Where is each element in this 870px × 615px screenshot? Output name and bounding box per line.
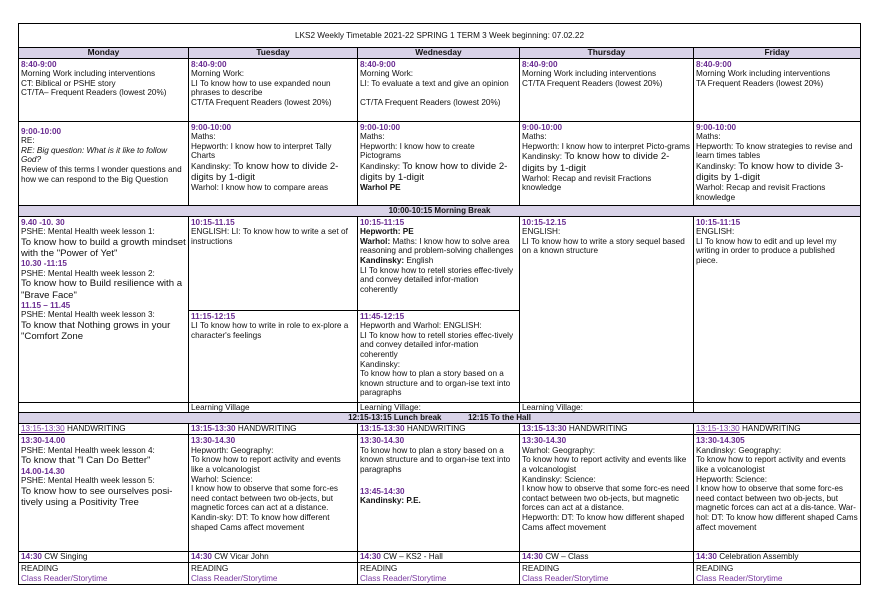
thu-morning-work [520, 58, 694, 121]
text-line: Warhol PE [360, 183, 401, 193]
time-label: 13:45-14:30 [360, 486, 405, 496]
fri-cw [694, 552, 861, 563]
text-line: ENGLISH: [696, 227, 735, 237]
text-line: ENGLISH: LI: To know how to write a set of instructions [191, 227, 348, 246]
text-line: LI To know how to use expanded noun phrases to describe [191, 78, 331, 98]
text-line: To know how to report activity and events like a volcanologist [522, 455, 687, 474]
time-label: 14:30 [522, 552, 543, 562]
thu-afternoon [520, 435, 694, 552]
text-line: Hepworth: I know how to interpret Picto-grams [522, 141, 690, 151]
text-line: Kandinsky: P.E. [360, 496, 421, 506]
time-label: 10:15-11.15 [191, 217, 235, 227]
reading-label: READING [191, 564, 229, 574]
text-line: PSHE: Mental Health week lesson 1: [21, 227, 155, 237]
objective-text: To know how to Build resilience with a "Brave Face" [21, 278, 183, 301]
text-line: Hepworth: Science: [696, 474, 767, 484]
fri-morning-work [694, 58, 861, 121]
lunch-text: 12:15-13:15 Lunch break [348, 413, 442, 423]
time-label: 13:15-13:30 [21, 424, 65, 434]
day-tuesday: Tuesday [189, 48, 358, 59]
time-label: 10.30 -11:15 [21, 259, 67, 269]
day-monday: Monday [19, 48, 189, 59]
handwriting-label: HANDWRITING [566, 424, 628, 434]
collective-worship-row [19, 552, 861, 563]
reading-sub: Class Reader/Storytime [191, 573, 278, 583]
morning-break-row [19, 205, 861, 216]
time-label: 9:00-10:00 [191, 122, 232, 132]
text-line: Warhol: I know how to compare areas [191, 183, 329, 193]
time-label: 13:30-14.30 [522, 436, 567, 446]
text-line: LI: To evaluate a text and give an opinion [360, 78, 509, 88]
text-line: Warhol: Science: [191, 474, 253, 484]
handwriting-label: HANDWRITING [739, 424, 801, 434]
cw-text: CW Vicar John [211, 552, 269, 562]
text-line: LI To know how to edit and up level my writing in order to produce a published piece. [696, 236, 837, 265]
lunch-row [19, 413, 861, 424]
reading-label: READING [696, 564, 734, 574]
wed-handwriting [358, 424, 520, 435]
text-line: Kandinsky: Geography: [696, 445, 782, 455]
reading-label: READING [522, 564, 560, 574]
objective-text: To know how to divide 3-digits by 1-digit [696, 160, 844, 184]
fri-session1 [694, 121, 861, 205]
group-label: Kandinsky: [360, 255, 405, 265]
time-label: 14:30 [21, 552, 42, 562]
timetable [18, 23, 860, 585]
fri-learning-village [694, 402, 861, 413]
mon-session2 [19, 216, 189, 402]
text-line: TA Frequent Readers (lowest 20%) [696, 78, 824, 88]
time-label: 11:15-12:15 [191, 311, 236, 321]
fri-handwriting [694, 424, 861, 435]
text-line: ENGLISH: [522, 227, 561, 237]
reading-sub: Class Reader/Storytime [696, 573, 783, 583]
text-line: Hepworth: I know how to create Pictograms [360, 141, 475, 161]
thu-session2 [520, 216, 694, 402]
time-label: 13:15-13:30 [191, 424, 236, 434]
wed-session2-b [358, 310, 520, 402]
time-label: 13:15-13:30 [696, 424, 740, 434]
text-line: PSHE: Mental Health week lesson 5: [21, 476, 155, 486]
text-line: PSHE: Mental Health week lesson 4: [21, 445, 155, 455]
time-label: 13:30-14.00 [21, 436, 66, 446]
text-line: Morning Work including interventions [522, 69, 657, 79]
wed-cw [358, 552, 520, 563]
text-line: PSHE: Mental Health week lesson 3: [21, 310, 155, 320]
lunch-break [19, 413, 861, 424]
text-line: LI To know how to write in role to ex-plore a character's feelings [191, 321, 349, 340]
mon-handwriting [19, 424, 189, 435]
text-line: Kandinsky: [360, 359, 401, 369]
mon-afternoon [19, 435, 189, 552]
time-label: 11.15 – 11.45 [21, 300, 71, 310]
big-question: RE: Big question: What is it like to follow God? [21, 145, 168, 165]
fri-reading [694, 563, 861, 585]
wed-afternoon [358, 435, 520, 552]
text-line: Maths: [696, 132, 721, 142]
timetable-grid [18, 23, 861, 585]
reading-sub: Class Reader/Storytime [360, 573, 447, 583]
mon-cw [19, 552, 189, 563]
time-label: 13:15-13:30 [360, 424, 405, 434]
text-line: I know how to observe that some forc-es need contact between two ob-jects, but magnetic forces can act at a distance. Kandin-sky: DT: To know how different shaped Cams affect movement [191, 484, 338, 532]
text-line: CT/TA Frequent Readers (lowest 20%) [191, 97, 332, 107]
text-line [360, 88, 517, 98]
group-label: Kandinsky: [360, 161, 403, 171]
group-label: Warhol: [360, 236, 391, 246]
morning-work-row [19, 58, 861, 121]
day-wednesday: Wednesday [358, 48, 520, 59]
timetable-title: LKS2 Weekly Timetable 2021-22 SPRING 1 TERM 3 Week beginning: 07.02.22 [19, 24, 861, 48]
day-thursday: Thursday [520, 48, 694, 59]
time-label: 8:40-9:00 [191, 59, 227, 69]
hall-text: 12:15 To the Hall [467, 413, 531, 423]
text-line: To know how to plan a story based on a known structure and to organ-ise text into paragraphs [360, 369, 511, 398]
time-label: 9:00-10:00 [696, 122, 737, 132]
reading-label: READING [360, 564, 398, 574]
group-label: Kandinsky: [696, 161, 739, 171]
objective-text: To know how to divide 2-digits by 1-digit [360, 160, 508, 184]
text-line: Morning Work including interventions [21, 69, 156, 79]
time-label: 8:40-9:00 [522, 59, 558, 69]
mon-session1 [19, 121, 189, 205]
morning-break: 10:00-10:15 Morning Break [19, 205, 861, 216]
text-line: Hepworth: To know strategies to revise and learn times tables [696, 141, 853, 161]
time-label: 10:15-11:15 [696, 217, 741, 227]
time-label: 10:15-12.15 [522, 217, 567, 227]
text-line: Warhol: Recap and revisit Fractions knowledge [696, 183, 826, 202]
time-label: 9:00-10:00 [360, 122, 401, 132]
text-line: I know how to observe that some forc-es need contact between two ob-jects, but magnetic forces can act at a dis-tance. War-hol: DT: To know how different shaped Cams affect movement [696, 484, 858, 532]
cw-text: CW – Class [542, 552, 589, 562]
text-line: To know how to report activity and events like a volcanologist [696, 455, 846, 474]
objective-text: To know that Nothing grows in your "Comfort Zone [21, 319, 171, 343]
time-label: 9:00-10:00 [21, 126, 62, 136]
objective-text: To know how to divide 2-digits by 1-digit [522, 151, 670, 174]
wed-learning-village: Learning Village: [358, 402, 520, 413]
afternoon-row [19, 435, 861, 552]
tue-handwriting [189, 424, 358, 435]
objective-text: To know that "I Can Do Better" [21, 455, 151, 467]
time-label: 10:15-11:15 [360, 217, 405, 227]
text-line: CT/TA Frequent Readers (lowest 20%) [522, 78, 663, 88]
text-line: CT: Biblical or PSHE story [21, 78, 116, 88]
time-label: 8:40-9:00 [360, 59, 396, 69]
objective-text: To know how to see ourselves posi-tively using a Positivity Tree [21, 485, 173, 508]
group-label: Kandinsky: [522, 152, 565, 162]
time-label: 11:45-12:15 [360, 311, 405, 321]
tue-session1 [189, 121, 358, 205]
text-line: PSHE: Mental Health week lesson 2: [21, 268, 155, 278]
text-line: Maths: [191, 132, 216, 142]
reading-sub: Class Reader/Storytime [21, 573, 108, 583]
text-line: Warhol: Recap and revisit Fractions knowledge [522, 173, 652, 193]
text-line: LI To know how to retell stories effec-tively and convey detailed infor-mation coherently [360, 265, 514, 294]
text-line: Morning Work including interventions [696, 69, 831, 79]
handwriting-label: HANDWRITING [64, 424, 126, 434]
wed-session2-a [358, 216, 520, 310]
text-line: Hepworth: Geography: [191, 445, 274, 455]
time-label: 13:30-14.30 [191, 436, 236, 446]
text-line: Morning Work: [360, 69, 414, 79]
wed-reading [358, 563, 520, 585]
text-line: I know how to observe that some forc-es need contact between two ob-jects, but magnetic forces can act at a distance. [522, 484, 690, 513]
text-line: Hepworth: DT: To know how different shaped Cams affect movement [522, 512, 685, 532]
tue-session2-a [189, 216, 358, 310]
text-line: CT/TA Frequent Readers (lowest 20%) [360, 97, 501, 107]
time-label: 8:40-9:00 [696, 59, 732, 69]
tue-session2-b [189, 310, 358, 402]
text-line: Warhol: Geography: [522, 445, 595, 455]
text-line: Kandinsky: Science: [522, 474, 596, 484]
reading-row [19, 563, 861, 585]
session1-row [19, 121, 861, 205]
cw-text: Celebration Assembly [716, 552, 799, 562]
text-line: CT/TA– Frequent Readers (lowest 20%) [21, 88, 167, 98]
text-line: LI To know how to write a story sequel based on a known structure [522, 236, 685, 256]
handwriting-row [19, 424, 861, 435]
mon-morning-work [19, 58, 189, 121]
text-line: LI To know how to retell stories effec-tively and convey detailed infor-mation coherently [360, 330, 514, 359]
thu-session1 [520, 121, 694, 205]
wed-session1 [358, 121, 520, 205]
text-line: English [404, 255, 434, 265]
tue-cw [189, 552, 358, 563]
time-label: 13:15-13:30 [522, 424, 567, 434]
time-label: 14:30 [696, 552, 717, 562]
text-line: Hepworth and Warhol: ENGLISH: [360, 321, 482, 331]
wed-morning-work [358, 58, 520, 121]
thu-reading [520, 563, 694, 585]
time-label: 14:30 [191, 552, 212, 562]
tue-afternoon [189, 435, 358, 552]
text-line: Maths: I know how to solve area reasoning and problem-solving challenges [360, 236, 514, 256]
fri-session2 [694, 216, 861, 402]
text-line: Hepworth: PE [360, 227, 414, 237]
time-label: 14.00-14.30 [21, 466, 65, 476]
text-line: To know how to plan a story based on a known structure and to organ-ise text into paragraphs [360, 445, 511, 474]
session2-row-a [19, 216, 861, 310]
objective-text: To know how to build a growth mindset with the "Power of Yet" [21, 236, 186, 259]
thu-handwriting [520, 424, 694, 435]
text-line: Hepworth: I know how to interpret Tally Charts [191, 141, 332, 161]
mon-reading [19, 563, 189, 585]
mon-learning-village [19, 402, 189, 413]
fri-afternoon [694, 435, 861, 552]
cw-text: CW Singing [41, 552, 88, 562]
time-label: 13:30-14.30 [360, 436, 405, 446]
text-line: Review of this terms I wonder questions and how we can respond to the Big Question [21, 164, 182, 184]
handwriting-label: HANDWRITING [235, 424, 297, 434]
objective-text: To know how to divide 2-digits by 1-digit [191, 160, 339, 184]
text-line: To know how to report activity and events like a volcanologist [191, 455, 341, 474]
tue-reading [189, 563, 358, 585]
time-label: 14:30 [360, 552, 381, 562]
cw-text: CW – KS2 - Hall [380, 552, 443, 562]
time-label: 13:30-14.305 [696, 436, 745, 446]
day-header-row [19, 48, 861, 59]
tue-learning-village: Learning Village [189, 402, 358, 413]
thu-learning-village: Learning Village: [520, 402, 694, 413]
text-line: Maths: [522, 132, 547, 142]
handwriting-label: HANDWRITING [404, 424, 466, 434]
text-line: Maths: [360, 132, 385, 142]
text-line: Morning Work: [191, 69, 245, 79]
reading-sub: Class Reader/Storytime [522, 573, 609, 583]
text-line: RE: [21, 136, 35, 146]
day-friday: Friday [694, 48, 861, 59]
group-label: Kandinsky: [191, 161, 234, 171]
tue-morning-work [189, 58, 358, 121]
time-label: 8:40-9:00 [21, 59, 57, 69]
time-label: 9:00-10:00 [522, 122, 563, 132]
reading-label: READING [21, 564, 59, 574]
learning-village-row [19, 402, 861, 413]
time-label: 9.40 -10. 30 [21, 217, 65, 227]
thu-cw [520, 552, 694, 563]
